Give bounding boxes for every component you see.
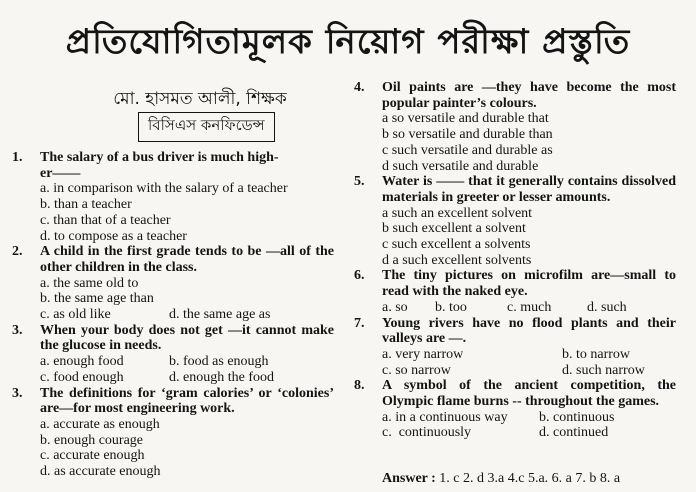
option-c: c such versatile and durable as	[382, 142, 553, 158]
option-a: a. accurate as enough	[40, 416, 160, 432]
question-3	[12, 323, 334, 386]
question-text: Water is —— that it generally contains dissolved materials in greeter or lesser amounts.	[382, 174, 676, 205]
option-row	[382, 347, 676, 363]
option-c: c. than that of a teacher	[40, 212, 171, 228]
option-c: c. food enough	[40, 369, 124, 385]
option-c: c. so narrow	[382, 362, 451, 378]
option-b: b. too	[435, 299, 467, 315]
question-6	[354, 268, 676, 315]
question-5	[354, 174, 676, 268]
option-b: b. to narrow	[562, 346, 631, 362]
option-d: d. enough the food	[169, 369, 274, 385]
question-text: The salary of a bus driver is much high- er——	[40, 150, 279, 181]
option-d: d. continued	[539, 425, 609, 441]
option-b: b. than a teacher	[40, 197, 132, 213]
option-c: c such excellent a solvents	[382, 237, 531, 253]
option-row	[382, 425, 676, 441]
right-column	[354, 80, 676, 441]
option-b: b. continuous	[539, 409, 615, 425]
page-title: প্রতিযোগিতামূলক নিয়োগ পরীক্ষা প্রস্তুতি	[65, 22, 631, 62]
question-text: A child in the first grade tends to be —all of the other children in the class.	[40, 244, 334, 275]
option-d: d. such narrow	[562, 362, 645, 378]
question-text: Young rivers have no flood plants and their valleys are —.	[382, 315, 676, 347]
option-c: c. as old like	[40, 307, 111, 323]
option-row	[40, 307, 334, 323]
question-number: 4.	[354, 80, 365, 95]
option-d: d. such	[587, 299, 627, 315]
left-column	[12, 150, 334, 480]
option-a: a so versatile and durable that	[382, 111, 549, 127]
page-edge-mark	[0, 0, 24, 6]
question-text: A symbol of the ancient competition, the Olympic flame burns -- throughout the games.	[382, 378, 676, 410]
option-d: d. as accurate enough	[40, 464, 161, 480]
option-d: d. the same age as	[169, 307, 271, 323]
option-b: b. enough courage	[40, 432, 144, 448]
option-a: a. the same old to	[40, 275, 139, 291]
author-line: মো. হাসমত আলী, শিক্ষক	[113, 89, 287, 109]
question-text: The tiny pictures on microfilm are—small to read with the naked eye.	[382, 268, 676, 300]
answer-label: Answer :	[382, 471, 436, 486]
question-number: 7.	[354, 315, 365, 331]
option-c: c. continuously	[382, 425, 472, 441]
question-text: The definitions for ‘gram calories’ or ‘colonies’ are—for most engineering work.	[40, 385, 334, 417]
question-4	[354, 80, 676, 174]
question-text: When your body does not get —it cannot make the glucose in needs.	[40, 322, 334, 354]
question-number: 5.	[354, 174, 365, 190]
option-d: d a such excellent solvents	[382, 252, 532, 268]
option-row	[382, 363, 676, 379]
option-b: b. food as enough	[169, 354, 269, 370]
question-2	[12, 244, 334, 323]
question-number: 1.	[12, 150, 23, 165]
question-text: Oil paints are —they have become the most popular painter’s colours.	[382, 80, 676, 111]
question-3b	[12, 386, 334, 480]
option-d: d. to compose as a teacher	[40, 228, 187, 244]
option-row	[40, 354, 334, 370]
option-a: a. so	[382, 299, 408, 315]
question-number: 8.	[354, 378, 365, 394]
question-number: 3.	[12, 385, 23, 401]
question-number: 6.	[354, 268, 365, 284]
option-a: a. in a continuous way	[382, 409, 508, 425]
option-a: a. enough food	[40, 354, 124, 370]
option-a: a. very narrow	[382, 346, 464, 362]
option-row	[382, 300, 676, 316]
question-number: 2.	[12, 244, 23, 260]
answer-text: 1. c 2. d 3.a 4.c 5.a. 6. a 7. b 8. a	[439, 471, 621, 486]
question-1	[12, 150, 334, 244]
org-box: বিসিএস কনফিডেন্স	[138, 112, 275, 142]
option-c: c. accurate enough	[40, 448, 145, 464]
option-a: a. in comparison with the salary of a teacher	[40, 181, 288, 197]
option-row	[40, 370, 334, 386]
option-row	[382, 410, 676, 426]
option-b: b such excellent a solvent	[382, 221, 526, 237]
option-c: c. much	[507, 299, 552, 315]
question-8	[354, 378, 676, 441]
option-d: d such versatile and durable	[382, 158, 539, 174]
option-b: b. the same age than	[40, 291, 154, 307]
question-7	[354, 316, 676, 379]
question-number: 3.	[12, 322, 23, 338]
answer-key	[382, 471, 620, 487]
option-a: a such an excellent solvent	[382, 205, 533, 221]
option-b: b so versatile and durable than	[382, 127, 553, 143]
